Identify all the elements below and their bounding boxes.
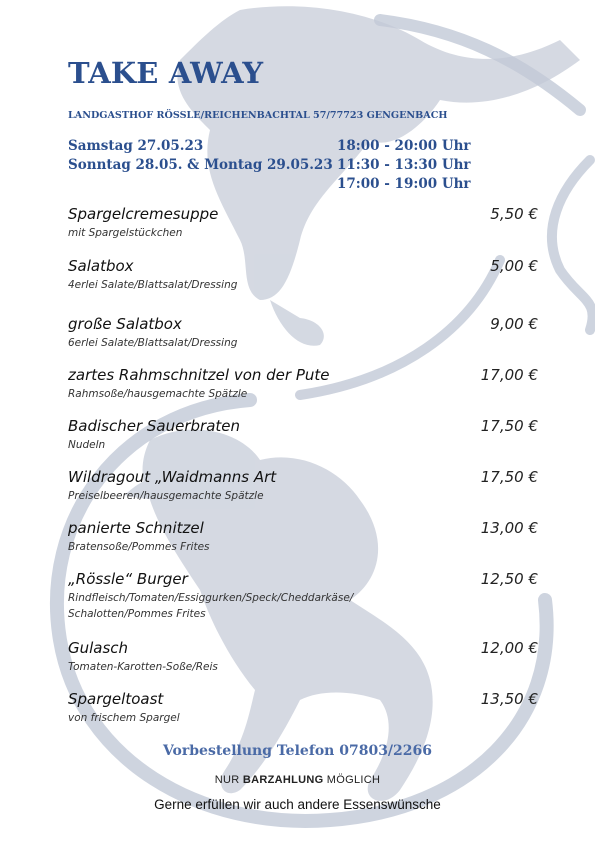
dish-name: Salatbox bbox=[68, 257, 134, 275]
dish-price: 12,00 € bbox=[480, 639, 538, 657]
payment-note-prefix: NUR bbox=[214, 774, 243, 786]
dish-description: 6erlei Salate/Blattsalat/Dressing bbox=[68, 337, 238, 349]
dish-name: Spargelcremesuppe bbox=[68, 205, 219, 223]
menu-item bbox=[68, 468, 538, 504]
schedule-time: 17:00 - 19:00 Uhr bbox=[337, 176, 471, 192]
menu-item bbox=[68, 519, 538, 555]
dish-price: 17,50 € bbox=[480, 468, 538, 486]
dish-name: Badischer Sauerbraten bbox=[68, 417, 241, 435]
special-requests-note: Gerne erfüllen wir auch andere Essenswünsche bbox=[154, 797, 441, 812]
dish-description-line-2: Schalotten/Pommes Frites bbox=[68, 608, 206, 620]
dish-price: 5,50 € bbox=[490, 205, 538, 223]
dish-description: 4erlei Salate/Blattsalat/Dressing bbox=[68, 279, 238, 291]
schedule-day: Sonntag 28.05. & Montag 29.05.23 bbox=[68, 157, 333, 173]
menu-item bbox=[68, 257, 538, 293]
menu-item bbox=[68, 205, 538, 241]
dish-name: große Salatbox bbox=[68, 315, 182, 333]
dish-description: mit Spargelstückchen bbox=[68, 227, 183, 239]
dish-name: zartes Rahmschnitzel von der Pute bbox=[68, 366, 330, 384]
dish-price: 17,50 € bbox=[480, 417, 538, 435]
dish-description: Tomaten-Karotten-Soße/Reis bbox=[68, 661, 218, 673]
dish-name: „Rössle“ Burger bbox=[68, 570, 188, 588]
menu-item bbox=[68, 417, 538, 453]
page-title: TAKE AWAY bbox=[68, 56, 264, 90]
dish-description: Rindfleisch/Tomaten/Essiggurken/Speck/Cheddarkäse/ bbox=[68, 592, 354, 604]
payment-note-emphasis: BARZAHLUNG bbox=[242, 774, 324, 786]
menu-item bbox=[68, 366, 538, 402]
schedule-time: 18:00 - 20:00 Uhr bbox=[337, 138, 471, 154]
dish-name: Wildragout „Waidmanns Art bbox=[68, 468, 277, 486]
restaurant-address: LANDGASTHOF RÖSSLE/REICHENBACHTAL 57/77723 GENGENBACH bbox=[68, 110, 448, 121]
dish-price: 9,00 € bbox=[490, 315, 538, 333]
dish-name: Gulasch bbox=[68, 639, 129, 657]
dish-description: Bratensoße/Pommes Frites bbox=[68, 541, 210, 553]
dish-price: 13,50 € bbox=[480, 690, 538, 708]
dish-price: 12,50 € bbox=[480, 570, 538, 588]
schedule-time: 11:30 - 13:30 Uhr bbox=[337, 157, 471, 173]
dish-description: Preiselbeeren/hausgemachte Spätzle bbox=[68, 490, 264, 502]
preorder-phone: Vorbestellung Telefon 07803/2266 bbox=[162, 743, 433, 759]
dish-description: Nudeln bbox=[68, 439, 106, 451]
dish-price: 5,00 € bbox=[490, 257, 538, 275]
payment-note-suffix: MÖGLICH bbox=[323, 774, 381, 786]
schedule-day: Samstag 27.05.23 bbox=[68, 138, 204, 154]
dish-price: 13,00 € bbox=[480, 519, 538, 537]
menu-item bbox=[68, 639, 538, 675]
payment-note bbox=[0, 774, 595, 786]
dish-price: 17,00 € bbox=[480, 366, 538, 384]
menu-item bbox=[68, 570, 538, 622]
dish-name: Spargeltoast bbox=[68, 690, 164, 708]
dish-description: von frischem Spargel bbox=[68, 712, 180, 724]
dish-name: panierte Schnitzel bbox=[68, 519, 204, 537]
menu-item bbox=[68, 315, 538, 351]
dish-description: Rahmsoße/hausgemachte Spätzle bbox=[68, 388, 248, 400]
menu-item bbox=[68, 690, 538, 726]
